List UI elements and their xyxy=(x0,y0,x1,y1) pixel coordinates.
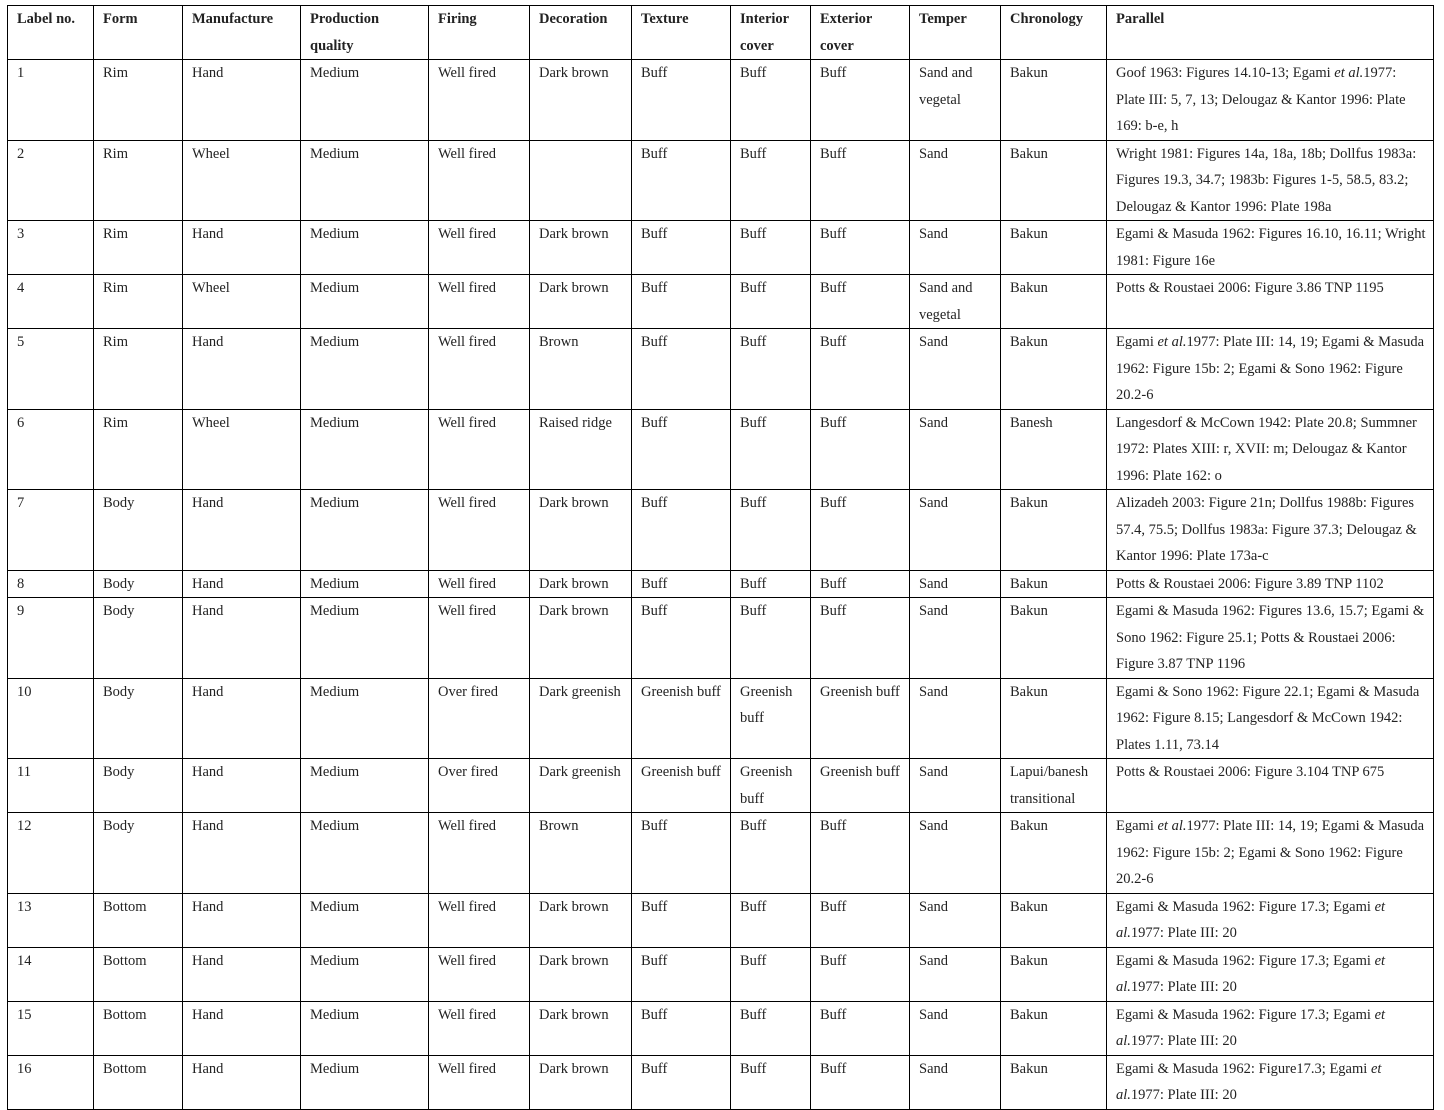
parallel-cell: Egami & Masuda 1962: Figure 17.3; Egami et al.1977: Plate III: 20 xyxy=(1107,893,1434,947)
chronology-cell: Banesh xyxy=(1001,409,1107,490)
label-cell: 9 xyxy=(8,598,94,679)
header-cell: Exterior cover xyxy=(811,6,910,60)
form-cell: Rim xyxy=(94,221,183,275)
decoration-cell: Brown xyxy=(530,813,632,894)
exterior-cover-cell: Buff xyxy=(811,598,910,679)
interior-cover-cell: Buff xyxy=(731,813,811,894)
firing-cell: Well fired xyxy=(429,1001,530,1055)
manufacture-cell: Wheel xyxy=(183,140,301,221)
header-cell: Parallel xyxy=(1107,6,1434,60)
parallel-cell: Wright 1981: Figures 14a, 18a, 18b; Dollfus 1983a: Figures 19.3, 34.7; 1983b: Figures 1-5, 58.5, 83.2; Delougaz & Kantor 1996: Plate 198a xyxy=(1107,140,1434,221)
temper-cell: Sand xyxy=(910,570,1001,598)
form-cell: Bottom xyxy=(94,893,183,947)
firing-cell: Well fired xyxy=(429,490,530,571)
temper-cell: Sand xyxy=(910,409,1001,490)
chronology-cell: Bakun xyxy=(1001,813,1107,894)
quality-cell: Medium xyxy=(301,813,429,894)
exterior-cover-cell: Buff xyxy=(811,570,910,598)
temper-cell: Sand and vegetal xyxy=(910,60,1001,141)
table-row xyxy=(8,490,1434,571)
quality-cell: Medium xyxy=(301,221,429,275)
chronology-cell: Bakun xyxy=(1001,1055,1107,1109)
parallel-cell: Potts & Roustaei 2006: Figure 3.86 TNP 1195 xyxy=(1107,275,1434,329)
label-cell: 8 xyxy=(8,570,94,598)
table-row xyxy=(8,329,1434,410)
interior-cover-cell: Buff xyxy=(731,275,811,329)
temper-cell: Sand xyxy=(910,813,1001,894)
manufacture-cell: Hand xyxy=(183,490,301,571)
label-cell: 5 xyxy=(8,329,94,410)
form-cell: Rim xyxy=(94,60,183,141)
exterior-cover-cell: Buff xyxy=(811,275,910,329)
decoration-cell: Dark brown xyxy=(530,490,632,571)
texture-cell: Buff xyxy=(632,275,731,329)
parallel-cell: Alizadeh 2003: Figure 21n; Dollfus 1988b: Figures 57.4, 75.5; Dollfus 1983a: Figure 37.3; Delougaz & Kantor 1996: Plate 173a-c xyxy=(1107,490,1434,571)
firing-cell: Well fired xyxy=(429,947,530,1001)
parallel-cell: Egami et al.1977: Plate III: 14, 19; Egami & Masuda 1962: Figure 15b: 2; Egami & Sono 1962: Figure 20.2-6 xyxy=(1107,329,1434,410)
exterior-cover-cell: Buff xyxy=(811,490,910,571)
exterior-cover-cell: Buff xyxy=(811,140,910,221)
label-cell: 15 xyxy=(8,1001,94,1055)
chronology-cell: Bakun xyxy=(1001,490,1107,571)
table-row xyxy=(8,598,1434,679)
exterior-cover-cell: Buff xyxy=(811,813,910,894)
quality-cell: Medium xyxy=(301,678,429,759)
table-body xyxy=(8,60,1434,1110)
form-cell: Rim xyxy=(94,409,183,490)
table-row xyxy=(8,409,1434,490)
quality-cell: Medium xyxy=(301,329,429,410)
firing-cell: Over fired xyxy=(429,759,530,813)
temper-cell: Sand xyxy=(910,221,1001,275)
interior-cover-cell: Greenish buff xyxy=(731,678,811,759)
exterior-cover-cell: Buff xyxy=(811,1055,910,1109)
interior-cover-cell: Buff xyxy=(731,140,811,221)
firing-cell: Well fired xyxy=(429,329,530,410)
table-row xyxy=(8,947,1434,1001)
interior-cover-cell: Greenish buff xyxy=(731,759,811,813)
label-cell: 16 xyxy=(8,1055,94,1109)
chronology-cell: Bakun xyxy=(1001,275,1107,329)
form-cell: Body xyxy=(94,759,183,813)
quality-cell: Medium xyxy=(301,598,429,679)
chronology-cell: Bakun xyxy=(1001,570,1107,598)
exterior-cover-cell: Buff xyxy=(811,329,910,410)
exterior-cover-cell: Buff xyxy=(811,893,910,947)
manufacture-cell: Hand xyxy=(183,1001,301,1055)
chronology-cell: Bakun xyxy=(1001,221,1107,275)
quality-cell: Medium xyxy=(301,893,429,947)
parallel-cell: Langesdorf & McCown 1942: Plate 20.8; Summner 1972: Plates XIII: r, XVII: m; Delougaz & Kantor 1996: Plate 162: o xyxy=(1107,409,1434,490)
texture-cell: Buff xyxy=(632,1055,731,1109)
texture-cell: Buff xyxy=(632,329,731,410)
temper-cell: Sand xyxy=(910,678,1001,759)
interior-cover-cell: Buff xyxy=(731,329,811,410)
decoration-cell xyxy=(530,140,632,221)
firing-cell: Well fired xyxy=(429,893,530,947)
manufacture-cell: Hand xyxy=(183,813,301,894)
exterior-cover-cell: Buff xyxy=(811,60,910,141)
header-cell: Chronology xyxy=(1001,6,1107,60)
quality-cell: Medium xyxy=(301,275,429,329)
parallel-cell: Potts & Roustaei 2006: Figure 3.104 TNP 675 xyxy=(1107,759,1434,813)
parallel-cell: Egami & Masuda 1962: Figure17.3; Egami et al.1977: Plate III: 20 xyxy=(1107,1055,1434,1109)
firing-cell: Well fired xyxy=(429,60,530,141)
manufacture-cell: Hand xyxy=(183,893,301,947)
temper-cell: Sand xyxy=(910,947,1001,1001)
table-row xyxy=(8,893,1434,947)
quality-cell: Medium xyxy=(301,1001,429,1055)
parallel-cell: Egami et al.1977: Plate III: 14, 19; Egami & Masuda 1962: Figure 15b: 2; Egami & Sono 1962: Figure 20.2-6 xyxy=(1107,813,1434,894)
header-cell: Label no. xyxy=(8,6,94,60)
table-row xyxy=(8,60,1434,141)
temper-cell: Sand xyxy=(910,329,1001,410)
header-cell: Manufacture xyxy=(183,6,301,60)
decoration-cell: Dark brown xyxy=(530,60,632,141)
exterior-cover-cell: Buff xyxy=(811,409,910,490)
manufacture-cell: Hand xyxy=(183,678,301,759)
form-cell: Bottom xyxy=(94,1001,183,1055)
parallel-cell: Egami & Masuda 1962: Figures 13.6, 15.7; Egami & Sono 1962: Figure 25.1; Potts & Roustaei 2006: Figure 3.87 TNP 1196 xyxy=(1107,598,1434,679)
table-row xyxy=(8,759,1434,813)
firing-cell: Well fired xyxy=(429,275,530,329)
header-cell: Temper xyxy=(910,6,1001,60)
label-cell: 7 xyxy=(8,490,94,571)
decoration-cell: Dark brown xyxy=(530,893,632,947)
decoration-cell: Dark brown xyxy=(530,570,632,598)
firing-cell: Well fired xyxy=(429,1055,530,1109)
texture-cell: Buff xyxy=(632,409,731,490)
texture-cell: Buff xyxy=(632,221,731,275)
form-cell: Body xyxy=(94,678,183,759)
header-cell: Interior cover xyxy=(731,6,811,60)
table-row xyxy=(8,1055,1434,1109)
label-cell: 2 xyxy=(8,140,94,221)
manufacture-cell: Wheel xyxy=(183,275,301,329)
form-cell: Body xyxy=(94,598,183,679)
quality-cell: Medium xyxy=(301,759,429,813)
temper-cell: Sand xyxy=(910,893,1001,947)
interior-cover-cell: Buff xyxy=(731,60,811,141)
label-cell: 6 xyxy=(8,409,94,490)
decoration-cell: Dark brown xyxy=(530,598,632,679)
firing-cell: Well fired xyxy=(429,570,530,598)
temper-cell: Sand xyxy=(910,1055,1001,1109)
quality-cell: Medium xyxy=(301,1055,429,1109)
temper-cell: Sand xyxy=(910,490,1001,571)
interior-cover-cell: Buff xyxy=(731,947,811,1001)
decoration-cell: Dark greenish xyxy=(530,759,632,813)
interior-cover-cell: Buff xyxy=(731,598,811,679)
form-cell: Body xyxy=(94,813,183,894)
interior-cover-cell: Buff xyxy=(731,409,811,490)
label-cell: 1 xyxy=(8,60,94,141)
interior-cover-cell: Buff xyxy=(731,1001,811,1055)
texture-cell: Buff xyxy=(632,947,731,1001)
chronology-cell: Bakun xyxy=(1001,1001,1107,1055)
label-cell: 12 xyxy=(8,813,94,894)
decoration-cell: Raised ridge xyxy=(530,409,632,490)
interior-cover-cell: Buff xyxy=(731,570,811,598)
chronology-cell: Bakun xyxy=(1001,947,1107,1001)
firing-cell: Well fired xyxy=(429,813,530,894)
texture-cell: Buff xyxy=(632,60,731,141)
label-cell: 4 xyxy=(8,275,94,329)
label-cell: 13 xyxy=(8,893,94,947)
temper-cell: Sand and vegetal xyxy=(910,275,1001,329)
interior-cover-cell: Buff xyxy=(731,893,811,947)
header-cell: Texture xyxy=(632,6,731,60)
quality-cell: Medium xyxy=(301,490,429,571)
chronology-cell: Bakun xyxy=(1001,598,1107,679)
interior-cover-cell: Buff xyxy=(731,221,811,275)
table-row xyxy=(8,140,1434,221)
manufacture-cell: Hand xyxy=(183,221,301,275)
manufacture-cell: Hand xyxy=(183,759,301,813)
document-page xyxy=(7,5,1434,1110)
chronology-cell: Bakun xyxy=(1001,60,1107,141)
table-row xyxy=(8,813,1434,894)
texture-cell: Buff xyxy=(632,1001,731,1055)
firing-cell: Well fired xyxy=(429,409,530,490)
header-cell: Decoration xyxy=(530,6,632,60)
texture-cell: Buff xyxy=(632,893,731,947)
decoration-cell: Dark brown xyxy=(530,1055,632,1109)
quality-cell: Medium xyxy=(301,570,429,598)
form-cell: Body xyxy=(94,570,183,598)
firing-cell: Well fired xyxy=(429,221,530,275)
manufacture-cell: Hand xyxy=(183,570,301,598)
temper-cell: Sand xyxy=(910,598,1001,679)
header-cell: Form xyxy=(94,6,183,60)
parallel-cell: Goof 1963: Figures 14.10-13; Egami et al.1977: Plate III: 5, 7, 13; Delougaz & Kantor 1996: Plate 169: b-e, h xyxy=(1107,60,1434,141)
chronology-cell: Bakun xyxy=(1001,678,1107,759)
texture-cell: Buff xyxy=(632,140,731,221)
exterior-cover-cell: Buff xyxy=(811,1001,910,1055)
exterior-cover-cell: Buff xyxy=(811,947,910,1001)
manufacture-cell: Wheel xyxy=(183,409,301,490)
exterior-cover-cell: Greenish buff xyxy=(811,678,910,759)
quality-cell: Medium xyxy=(301,140,429,221)
table-row xyxy=(8,678,1434,759)
header-row xyxy=(8,6,1434,60)
manufacture-cell: Hand xyxy=(183,947,301,1001)
pottery-table xyxy=(7,5,1434,1110)
chronology-cell: Bakun xyxy=(1001,140,1107,221)
firing-cell: Well fired xyxy=(429,598,530,679)
temper-cell: Sand xyxy=(910,1001,1001,1055)
header-cell: Production quality xyxy=(301,6,429,60)
quality-cell: Medium xyxy=(301,947,429,1001)
form-cell: Bottom xyxy=(94,1055,183,1109)
manufacture-cell: Hand xyxy=(183,1055,301,1109)
parallel-cell: Egami & Masuda 1962: Figure 17.3; Egami et al.1977: Plate III: 20 xyxy=(1107,947,1434,1001)
temper-cell: Sand xyxy=(910,759,1001,813)
table-row xyxy=(8,275,1434,329)
label-cell: 11 xyxy=(8,759,94,813)
texture-cell: Greenish buff xyxy=(632,759,731,813)
temper-cell: Sand xyxy=(910,140,1001,221)
manufacture-cell: Hand xyxy=(183,329,301,410)
form-cell: Bottom xyxy=(94,947,183,1001)
form-cell: Rim xyxy=(94,140,183,221)
decoration-cell: Dark brown xyxy=(530,947,632,1001)
decoration-cell: Dark brown xyxy=(530,275,632,329)
decoration-cell: Dark brown xyxy=(530,1001,632,1055)
interior-cover-cell: Buff xyxy=(731,1055,811,1109)
parallel-cell: Egami & Masuda 1962: Figures 16.10, 16.11; Wright 1981: Figure 16e xyxy=(1107,221,1434,275)
form-cell: Body xyxy=(94,490,183,571)
chronology-cell: Lapui/banesh transitional xyxy=(1001,759,1107,813)
manufacture-cell: Hand xyxy=(183,60,301,141)
form-cell: Rim xyxy=(94,329,183,410)
firing-cell: Well fired xyxy=(429,140,530,221)
form-cell: Rim xyxy=(94,275,183,329)
texture-cell: Buff xyxy=(632,490,731,571)
parallel-cell: Potts & Roustaei 2006: Figure 3.89 TNP 1102 xyxy=(1107,570,1434,598)
label-cell: 10 xyxy=(8,678,94,759)
exterior-cover-cell: Greenish buff xyxy=(811,759,910,813)
texture-cell: Buff xyxy=(632,570,731,598)
parallel-cell: Egami & Sono 1962: Figure 22.1; Egami & Masuda 1962: Figure 8.15; Langesdorf & McCown 1942: Plates 1.11, 73.14 xyxy=(1107,678,1434,759)
texture-cell: Buff xyxy=(632,813,731,894)
chronology-cell: Bakun xyxy=(1001,893,1107,947)
firing-cell: Over fired xyxy=(429,678,530,759)
quality-cell: Medium xyxy=(301,60,429,141)
manufacture-cell: Hand xyxy=(183,598,301,679)
decoration-cell: Dark brown xyxy=(530,221,632,275)
chronology-cell: Bakun xyxy=(1001,329,1107,410)
decoration-cell: Brown xyxy=(530,329,632,410)
table-row xyxy=(8,221,1434,275)
exterior-cover-cell: Buff xyxy=(811,221,910,275)
quality-cell: Medium xyxy=(301,409,429,490)
texture-cell: Buff xyxy=(632,598,731,679)
label-cell: 3 xyxy=(8,221,94,275)
table-row xyxy=(8,570,1434,598)
interior-cover-cell: Buff xyxy=(731,490,811,571)
decoration-cell: Dark greenish xyxy=(530,678,632,759)
parallel-cell: Egami & Masuda 1962: Figure 17.3; Egami et al.1977: Plate III: 20 xyxy=(1107,1001,1434,1055)
header-cell: Firing xyxy=(429,6,530,60)
texture-cell: Greenish buff xyxy=(632,678,731,759)
table-row xyxy=(8,1001,1434,1055)
label-cell: 14 xyxy=(8,947,94,1001)
